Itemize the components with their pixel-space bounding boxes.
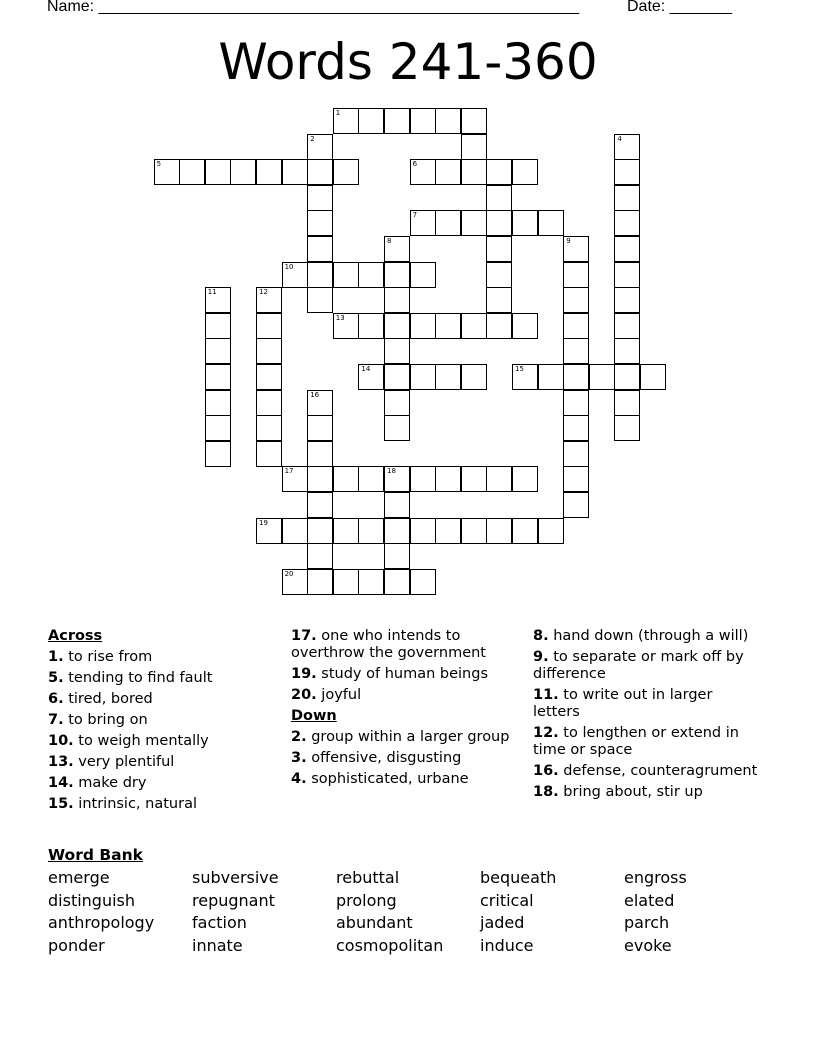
grid-cell: [307, 210, 333, 236]
grid-cell: [282, 518, 308, 544]
grid-cell: [333, 159, 359, 185]
clue-number: 10: [284, 262, 294, 271]
date-line: Date: _______: [627, 0, 732, 15]
grid-cell: [307, 518, 333, 544]
grid-cell: [435, 313, 461, 339]
word-bank-word: repugnant: [192, 890, 275, 910]
grid-cell: [205, 415, 231, 441]
clue-column-2: [291, 628, 511, 792]
grid-cell: [461, 364, 487, 390]
word-bank-word: abundant: [336, 913, 413, 933]
grid-cell: [307, 569, 333, 595]
grid-cell: [563, 338, 589, 364]
clue-text: to separate or mark off by difference: [533, 649, 744, 682]
word-bank-word: ponder: [48, 935, 105, 955]
clue-item: [48, 754, 288, 771]
grid-cell: [307, 492, 333, 518]
grid-cell: [512, 518, 538, 544]
word-bank-word: innate: [192, 935, 243, 955]
grid-cell: [256, 313, 282, 339]
grid-cell: [640, 364, 666, 390]
grid-cell: [410, 466, 436, 492]
grid-cell: [435, 364, 461, 390]
word-bank-word: engross: [624, 868, 687, 887]
grid-cell: [256, 441, 282, 467]
grid-cell: [563, 441, 589, 467]
grid-cell: [384, 492, 410, 518]
grid-cell: [486, 159, 512, 185]
clue-text: hand down (through a will): [548, 628, 749, 644]
grid-cell: [256, 338, 282, 364]
clue-number-label: 6.: [48, 691, 64, 707]
grid-cell: [538, 518, 564, 544]
grid-cell: [486, 313, 512, 339]
word-bank-word: emerge: [48, 868, 110, 887]
grid-cell: [461, 466, 487, 492]
clue-number: 2: [310, 134, 315, 143]
grid-cell: [205, 287, 231, 313]
grid-cell: [307, 390, 333, 416]
clue-number-label: 16.: [533, 763, 559, 779]
clue-number: 20: [284, 569, 294, 578]
grid-cell: [282, 159, 308, 185]
grid-cell: [486, 262, 512, 288]
clue-number: 15: [515, 364, 524, 373]
grid-cell: [589, 364, 615, 390]
grid-cell: [384, 262, 410, 288]
grid-cell: [230, 159, 256, 185]
grid-cell: [563, 364, 589, 390]
grid-cell: [410, 262, 436, 288]
clue-number: 14: [361, 364, 371, 373]
clue-number-label: 19.: [291, 666, 317, 682]
grid-cell: [256, 287, 282, 313]
clue-item: [533, 763, 763, 780]
grid-cell: [486, 466, 512, 492]
grid-cell: [205, 441, 231, 467]
clue-number: 7: [412, 211, 418, 220]
grid-cell: [307, 543, 333, 569]
clue-number: 9: [566, 236, 571, 245]
clue-text: study of human beings: [316, 666, 488, 682]
clue-number-label: 20.: [291, 687, 317, 703]
grid-cell: [256, 159, 282, 185]
clue-item: [48, 733, 288, 750]
clue-item: [533, 649, 763, 683]
clue-item: [291, 729, 511, 746]
grid-cell: [461, 159, 487, 185]
grid-cell: [256, 364, 282, 390]
grid-cell: [512, 313, 538, 339]
clue-item: [48, 691, 288, 708]
clue-text: one who intends to overthrow the government: [291, 628, 486, 661]
grid-cell: [282, 569, 308, 595]
across-heading: Across: [48, 628, 103, 644]
clue-text: group within a larger group: [306, 729, 510, 745]
grid-cell: [256, 390, 282, 416]
clue-number: 5: [156, 160, 162, 169]
down-clue-list-continued: [533, 628, 763, 801]
grid-cell: [384, 466, 410, 492]
grid-cell: [384, 415, 410, 441]
grid-cell: [614, 287, 640, 313]
grid-cell: [307, 159, 333, 185]
clue-number-label: 5.: [48, 670, 64, 686]
clue-item: [533, 784, 763, 801]
grid-cell: [435, 159, 461, 185]
grid-cell: [384, 236, 410, 262]
clue-text: make dry: [73, 775, 147, 791]
word-bank-word: prolong: [336, 890, 397, 910]
clue-item: [48, 712, 288, 729]
name-line: Name: ______________________________________________________: [47, 0, 580, 15]
clue-number: 17: [284, 467, 294, 476]
clue-item: [48, 670, 288, 687]
grid-cell: [384, 543, 410, 569]
grid-cell: [358, 466, 384, 492]
grid-cell: [205, 364, 231, 390]
grid-cell: [538, 364, 564, 390]
word-bank-word: cosmopolitan: [336, 935, 444, 955]
grid-cell: [614, 185, 640, 211]
grid-cell: [410, 364, 436, 390]
grid-cell: [333, 262, 359, 288]
clue-text: to rise from: [63, 649, 153, 665]
clue-item: [291, 628, 511, 662]
grid-cell: [461, 108, 487, 134]
grid-cell: [358, 262, 384, 288]
grid-cell: [358, 108, 384, 134]
across-clue-list: [48, 649, 288, 813]
clue-number-label: 7.: [48, 712, 64, 728]
word-bank-word: faction: [192, 913, 247, 933]
clue-number-label: 14.: [48, 775, 74, 791]
grid-cell: [307, 185, 333, 211]
grid-cell: [333, 569, 359, 595]
grid-cell: [333, 518, 359, 544]
grid-cell: [614, 390, 640, 416]
clue-item: [291, 771, 511, 788]
clue-item: [48, 649, 288, 666]
grid-cell: [384, 108, 410, 134]
grid-cell: [410, 569, 436, 595]
grid-cell: [358, 313, 384, 339]
grid-cell: [358, 518, 384, 544]
grid-cell: [410, 108, 436, 134]
clue-number: 18: [387, 467, 396, 476]
clue-text: tired, bored: [63, 691, 153, 707]
clue-text: to weigh mentally: [73, 733, 209, 749]
grid-cell: [307, 262, 333, 288]
word-bank-heading: Word Bank: [48, 846, 143, 864]
grid-cell: [563, 313, 589, 339]
clue-column-1: [48, 628, 288, 817]
grid-cell: [563, 415, 589, 441]
grid-cell: [563, 236, 589, 262]
grid-cell: [256, 415, 282, 441]
clue-item: [48, 796, 288, 813]
clue-text: very plentiful: [73, 754, 175, 770]
grid-cell: [512, 159, 538, 185]
grid-cell: [307, 415, 333, 441]
word-bank-word: critical: [480, 890, 534, 910]
grid-cell: [410, 518, 436, 544]
grid-cell: [614, 236, 640, 262]
clue-number: 8: [387, 236, 392, 245]
grid-cell: [282, 466, 308, 492]
grid-cell: [333, 466, 359, 492]
word-bank-word: elated: [624, 890, 675, 910]
grid-cell: [614, 159, 640, 185]
clue-number-label: 10.: [48, 733, 74, 749]
word-bank-word: rebuttal: [336, 868, 400, 887]
clue-number-label: 3.: [291, 750, 307, 766]
grid-cell: [205, 313, 231, 339]
word-bank-word: induce: [480, 935, 534, 955]
grid-cell: [358, 569, 384, 595]
clue-number: 11: [207, 288, 217, 297]
word-bank-word: bequeath: [480, 868, 557, 887]
grid-cell: [205, 338, 231, 364]
clue-number: 12: [259, 288, 268, 297]
grid-cell: [512, 364, 538, 390]
grid-cell: [486, 236, 512, 262]
clue-number-label: 9.: [533, 649, 549, 665]
grid-cell: [614, 313, 640, 339]
grid-cell: [435, 518, 461, 544]
grid-cell: [307, 441, 333, 467]
clue-text: bring about, stir up: [558, 784, 703, 800]
word-bank-word: subversive: [192, 868, 279, 887]
clue-item: [291, 750, 511, 767]
grid-cell: [461, 134, 487, 160]
clue-text: to lengthen or extend in time or space: [533, 725, 739, 758]
grid-cell: [614, 134, 640, 160]
clue-item: [291, 666, 511, 683]
grid-cell: [563, 262, 589, 288]
clue-number-label: 1.: [48, 649, 64, 665]
word-bank-word: distinguish: [48, 890, 136, 910]
grid-cell: [614, 338, 640, 364]
grid-cell: [538, 210, 564, 236]
grid-cell: [256, 518, 282, 544]
clue-number-label: 15.: [48, 796, 74, 812]
grid-cell: [614, 210, 640, 236]
clue-text: offensive, disgusting: [306, 750, 462, 766]
grid-cell: [486, 185, 512, 211]
down-heading: Down: [291, 708, 337, 724]
grid-cell: [358, 364, 384, 390]
grid-cell: [486, 287, 512, 313]
grid-cell: [461, 518, 487, 544]
clue-item: [291, 687, 511, 704]
grid-cell: [563, 466, 589, 492]
grid-cell: [614, 262, 640, 288]
grid-cell: [461, 210, 487, 236]
word-bank-word: anthropology: [48, 913, 155, 933]
grid-cell: [205, 390, 231, 416]
grid-cell: [486, 518, 512, 544]
grid-cell: [512, 210, 538, 236]
grid-cell: [384, 338, 410, 364]
grid-cell: [486, 210, 512, 236]
grid-cell: [384, 518, 410, 544]
page-title: Words 241-360: [218, 33, 598, 91]
down-clue-list: [291, 729, 511, 788]
word-bank-word: jaded: [480, 913, 525, 933]
grid-cell: [512, 466, 538, 492]
grid-cell: [307, 134, 333, 160]
clue-text: joyful: [316, 687, 362, 703]
grid-cell: [563, 492, 589, 518]
clue-text: to bring on: [63, 712, 148, 728]
grid-cell: [282, 262, 308, 288]
clue-number: 19: [259, 518, 268, 527]
across-clue-list-continued: [291, 628, 511, 704]
word-bank-word: evoke: [624, 935, 672, 955]
clue-number-label: 13.: [48, 754, 74, 770]
grid-cell: [410, 159, 436, 185]
clue-text: sophisticated, urbane: [306, 771, 469, 787]
clue-number-label: 18.: [533, 784, 559, 800]
clue-number-label: 4.: [291, 771, 307, 787]
grid-cell: [563, 390, 589, 416]
clue-item: [48, 775, 288, 792]
clue-number-label: 12.: [533, 725, 559, 741]
grid-cell: [205, 159, 231, 185]
clue-number-label: 2.: [291, 729, 307, 745]
grid-cell: [614, 364, 640, 390]
grid-cell: [179, 159, 205, 185]
grid-cell: [333, 313, 359, 339]
clue-text: intrinsic, natural: [73, 796, 197, 812]
grid-cell: [384, 313, 410, 339]
grid-cell: [435, 466, 461, 492]
grid-cell: [333, 108, 359, 134]
grid-cell: [435, 210, 461, 236]
grid-cell: [154, 159, 180, 185]
grid-cell: [435, 108, 461, 134]
clue-number: 4: [617, 134, 622, 143]
clue-number-label: 11.: [533, 687, 559, 703]
clue-number: 16: [310, 390, 320, 399]
clue-text: to write out in larger letters: [533, 687, 713, 720]
grid-cell: [307, 287, 333, 313]
clue-text: defense, counteragrument: [558, 763, 758, 779]
grid-cell: [563, 287, 589, 313]
grid-cell: [461, 313, 487, 339]
grid-cell: [307, 466, 333, 492]
grid-cell: [410, 210, 436, 236]
grid-cell: [614, 415, 640, 441]
grid-cell: [410, 313, 436, 339]
clue-number: 13: [335, 313, 345, 322]
clue-item: [533, 628, 763, 645]
clue-item: [533, 687, 763, 721]
clue-text: tending to find fault: [63, 670, 213, 686]
clue-number-label: 17.: [291, 628, 317, 644]
clue-number: 6: [412, 160, 418, 169]
clue-column-3: [533, 628, 763, 805]
grid-cell: [384, 569, 410, 595]
grid-cell: [307, 236, 333, 262]
grid-cell: [384, 287, 410, 313]
word-bank-word: parch: [624, 913, 670, 933]
clue-number-label: 8.: [533, 628, 549, 644]
clue-item: [533, 725, 763, 759]
clue-number: 1: [335, 108, 341, 117]
grid-cell: [384, 364, 410, 390]
grid-cell: [384, 390, 410, 416]
